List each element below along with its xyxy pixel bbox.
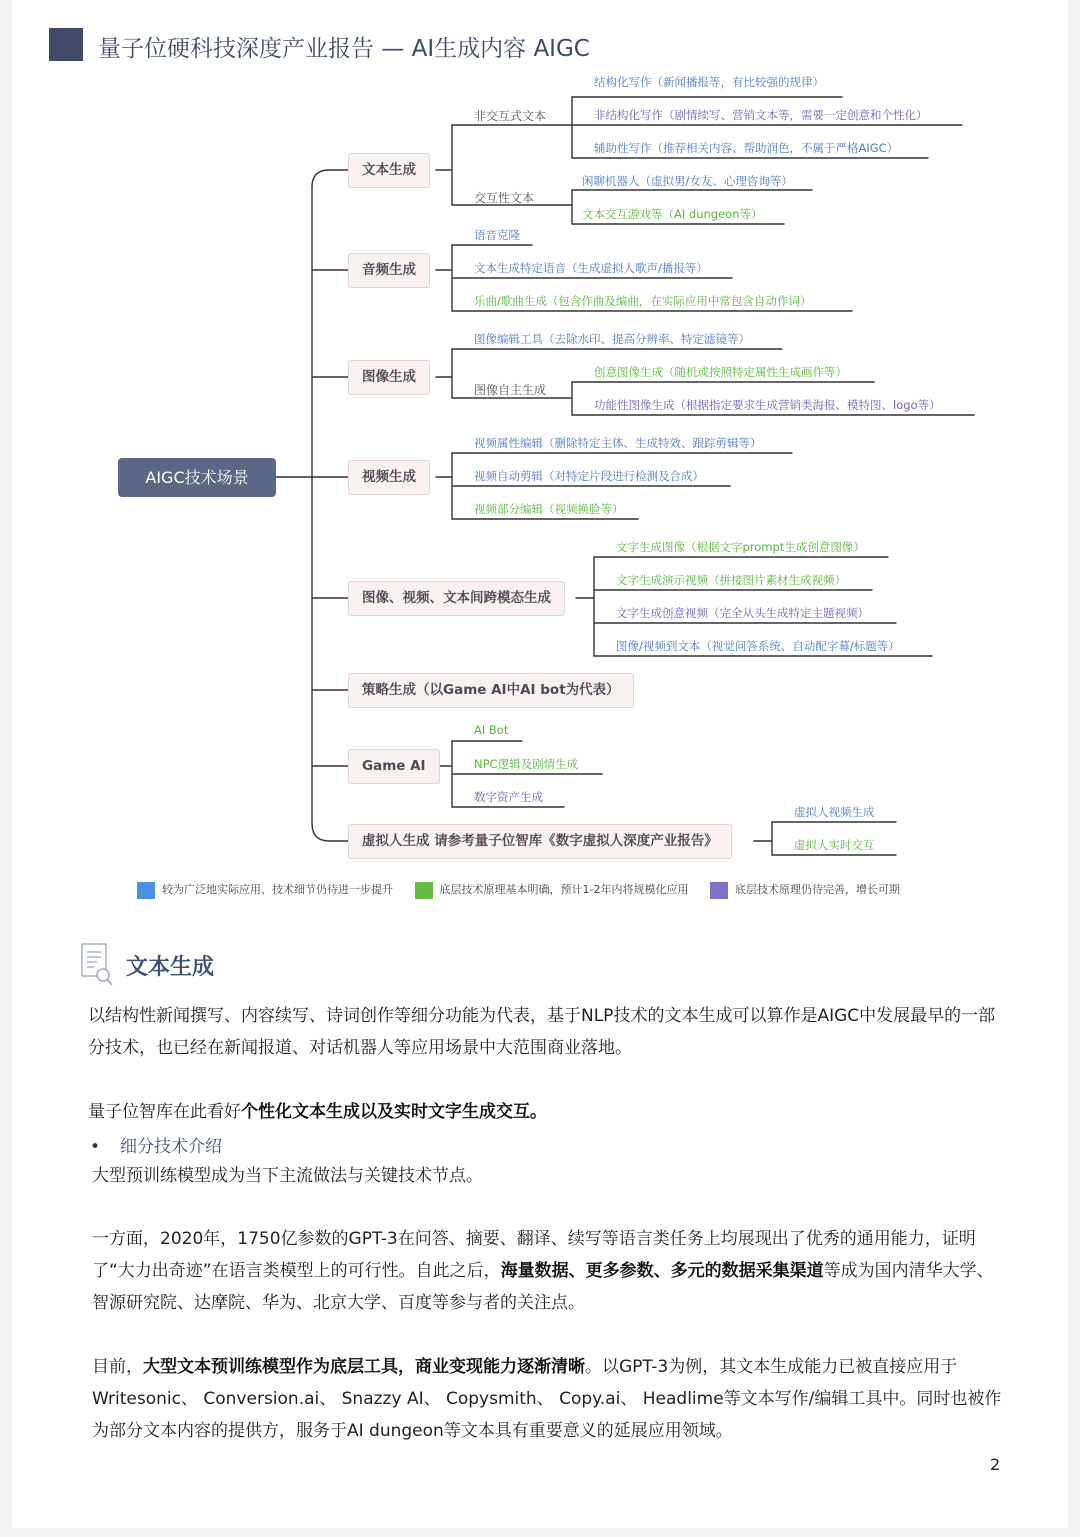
bullet-dot: • xyxy=(90,1137,101,1157)
bullet-label: 细分技术介绍 xyxy=(120,1137,223,1157)
leaf-video-attribute-editing: 视频属性编辑（删除特定主体、生成特效、跟踪剪辑等） xyxy=(474,436,762,450)
leaf-image-video-to-text: 图像/视频到文本（视觉问答系统、自动配字幕/标题等） xyxy=(616,639,900,653)
sub-image-autogen: 图像自主生成 xyxy=(474,383,547,397)
category-image-generation: 图像生成 xyxy=(348,360,430,395)
gpt3-text-a: 一方面，2020年，1750亿参数的GPT-3在问答、摘要、翻译、续写等语言类任务上均展现出了优秀的通用能力，证明了“大力出奇迹”在语言类模型上的可行性。自此之后， xyxy=(92,1229,976,1281)
commercial-text-a: 目前， xyxy=(92,1357,143,1377)
paragraph-outlook xyxy=(88,1096,998,1128)
sub-interactive-text: 交互性文本 xyxy=(474,191,535,205)
leaf-music-generation: 乐曲/歌曲生成（包含作曲及编曲，在实际应用中常包含自动作词） xyxy=(474,294,812,308)
leaf-voice-clone: 语音克隆 xyxy=(474,228,520,242)
leaf-tts: 文本生成特定语音（生成虚拟人歌声/播报等） xyxy=(474,261,708,275)
category-game-ai: Game AI xyxy=(348,749,440,784)
paragraph-gpt3 xyxy=(92,1223,1002,1319)
document-icon xyxy=(80,942,114,988)
leaf-video-auto-cut: 视频自动剪辑（对特定片段进行检测及合成） xyxy=(474,469,704,483)
legend-item xyxy=(710,881,900,899)
leaf-npc-logic: NPC逻辑及剧情生成 xyxy=(474,757,579,771)
gpt3-text-b: 等成为国内清华大学、智源研究院、达摩院、华为、北京大学、百度等参与者的关注点。 xyxy=(92,1261,994,1313)
mindmap-root: AIGC技术场景 xyxy=(118,458,276,497)
legend-label: 底层技术原理基本明确，预计1-2年内将规模化应用 xyxy=(439,883,689,896)
bullet-heading xyxy=(90,1132,222,1157)
legend-label: 底层技术原理仍待完善，增长可期 xyxy=(734,883,900,896)
leaf-functional-image: 功能性图像生成（根据指定要求生成营销类海报、模特图、logo等） xyxy=(594,398,941,412)
legend-swatch-green xyxy=(415,882,433,899)
legend-swatch-purple xyxy=(710,882,728,899)
outlook-text: 量子位智库在此看好 xyxy=(88,1102,241,1122)
category-video-generation: 视频生成 xyxy=(348,460,430,495)
leaf-text-to-creative-video: 文字生成创意视频（完全从头生成特定主题视频） xyxy=(616,606,869,620)
leaf-chatbot: 闲聊机器人（虚拟男/女友、心理咨询等） xyxy=(582,174,793,188)
legend-swatch-blue xyxy=(137,882,155,899)
sub-noninteractive-text: 非交互式文本 xyxy=(474,109,547,123)
legend-item xyxy=(137,881,393,899)
category-text-generation: 文本生成 xyxy=(348,153,430,188)
leaf-text-games: 文本交互游戏等（AI dungeon等） xyxy=(582,207,763,221)
leaf-video-partial-editing: 视频部分编辑（视频换脸等） xyxy=(474,502,624,516)
leaf-unstructured-writing: 非结构化写作（剧情续写、营销文本等，需要一定创意和个性化） xyxy=(594,108,928,122)
outlook-highlight: 个性化文本生成以及实时文字生成交互。 xyxy=(241,1102,547,1122)
leaf-image-editing: 图像编辑工具（去除水印、提高分辨率、特定滤镜等） xyxy=(474,332,750,346)
category-strategy-generation: 策略生成（以Game AI中AI bot为代表） xyxy=(348,673,634,708)
category-virtual-human: 虚拟人生成 请参考量子位智库《数字虚拟人深度产业报告》 xyxy=(348,824,732,859)
leaf-text-to-demo-video: 文字生成演示视频（拼接图片素材生成视频） xyxy=(616,573,846,587)
paragraph-pretrained: 大型预训练模型成为当下主流做法与关键技术节点。 xyxy=(92,1166,483,1186)
leaf-ai-bot: AI Bot xyxy=(474,723,509,737)
commercial-highlight: 大型文本预训练模型作为底层工具，商业变现能力逐渐清晰 xyxy=(143,1357,585,1377)
legend xyxy=(137,881,918,899)
page-number: 2 xyxy=(990,1455,1001,1474)
leaf-creative-image: 创意图像生成（随机或按照特定属性生成画作等） xyxy=(594,365,847,379)
leaf-assistive-writing: 辅助性写作（推荐相关内容、帮助润色，不属于严格AIGC） xyxy=(594,141,899,155)
page-header-title: 量子位硬科技深度产业报告 — AI生成内容 AIGC xyxy=(98,36,590,62)
gpt3-highlight: 海量数据、更多参数、多元的数据采集渠道 xyxy=(500,1261,824,1281)
category-cross-modal: 图像、视频、文本间跨模态生成 xyxy=(348,581,565,616)
leaf-structured-writing: 结构化写作（新闻播报等，有比较强的规律） xyxy=(594,75,824,89)
section-title: 文本生成 xyxy=(126,955,215,980)
leaf-digital-assets: 数字资产生成 xyxy=(474,790,543,804)
leaf-virtual-human-interaction: 虚拟人实时交互 xyxy=(794,838,875,852)
paragraph-intro: 以结构性新闻撰写、内容续写、诗词创作等细分功能为代表，基于NLP技术的文本生成可以算作是AIGC中发展最早的一部分技术，也已经在新闻报道、对话机器人等应用场景中大范围商业落地。 xyxy=(88,1006,996,1058)
legend-label: 较为广泛地实际应用、技术细节仍待进一步提升 xyxy=(162,883,393,896)
legend-item xyxy=(415,881,689,899)
leaf-virtual-human-video: 虚拟人视频生成 xyxy=(794,805,875,819)
commercial-text-b: 。以GPT-3为例，其文本生成能力已被直接应用于Writesonic、 Conversion.ai、 Snazzy AI、 Copysmith、 Copy.ai、 Headlime等文本写作/编辑工具中。同时也被作为部分文本内容的提供方，服务于AI dungeon等文本具有重要意义的延展应用领域。 xyxy=(92,1357,1002,1441)
paragraph-commercial xyxy=(92,1351,1002,1447)
leaf-text-to-image: 文字生成图像（根据文字prompt生成创意图像） xyxy=(616,540,865,554)
report-page xyxy=(12,0,1068,1528)
header-mark xyxy=(49,28,83,61)
category-audio-generation: 音频生成 xyxy=(348,253,430,288)
